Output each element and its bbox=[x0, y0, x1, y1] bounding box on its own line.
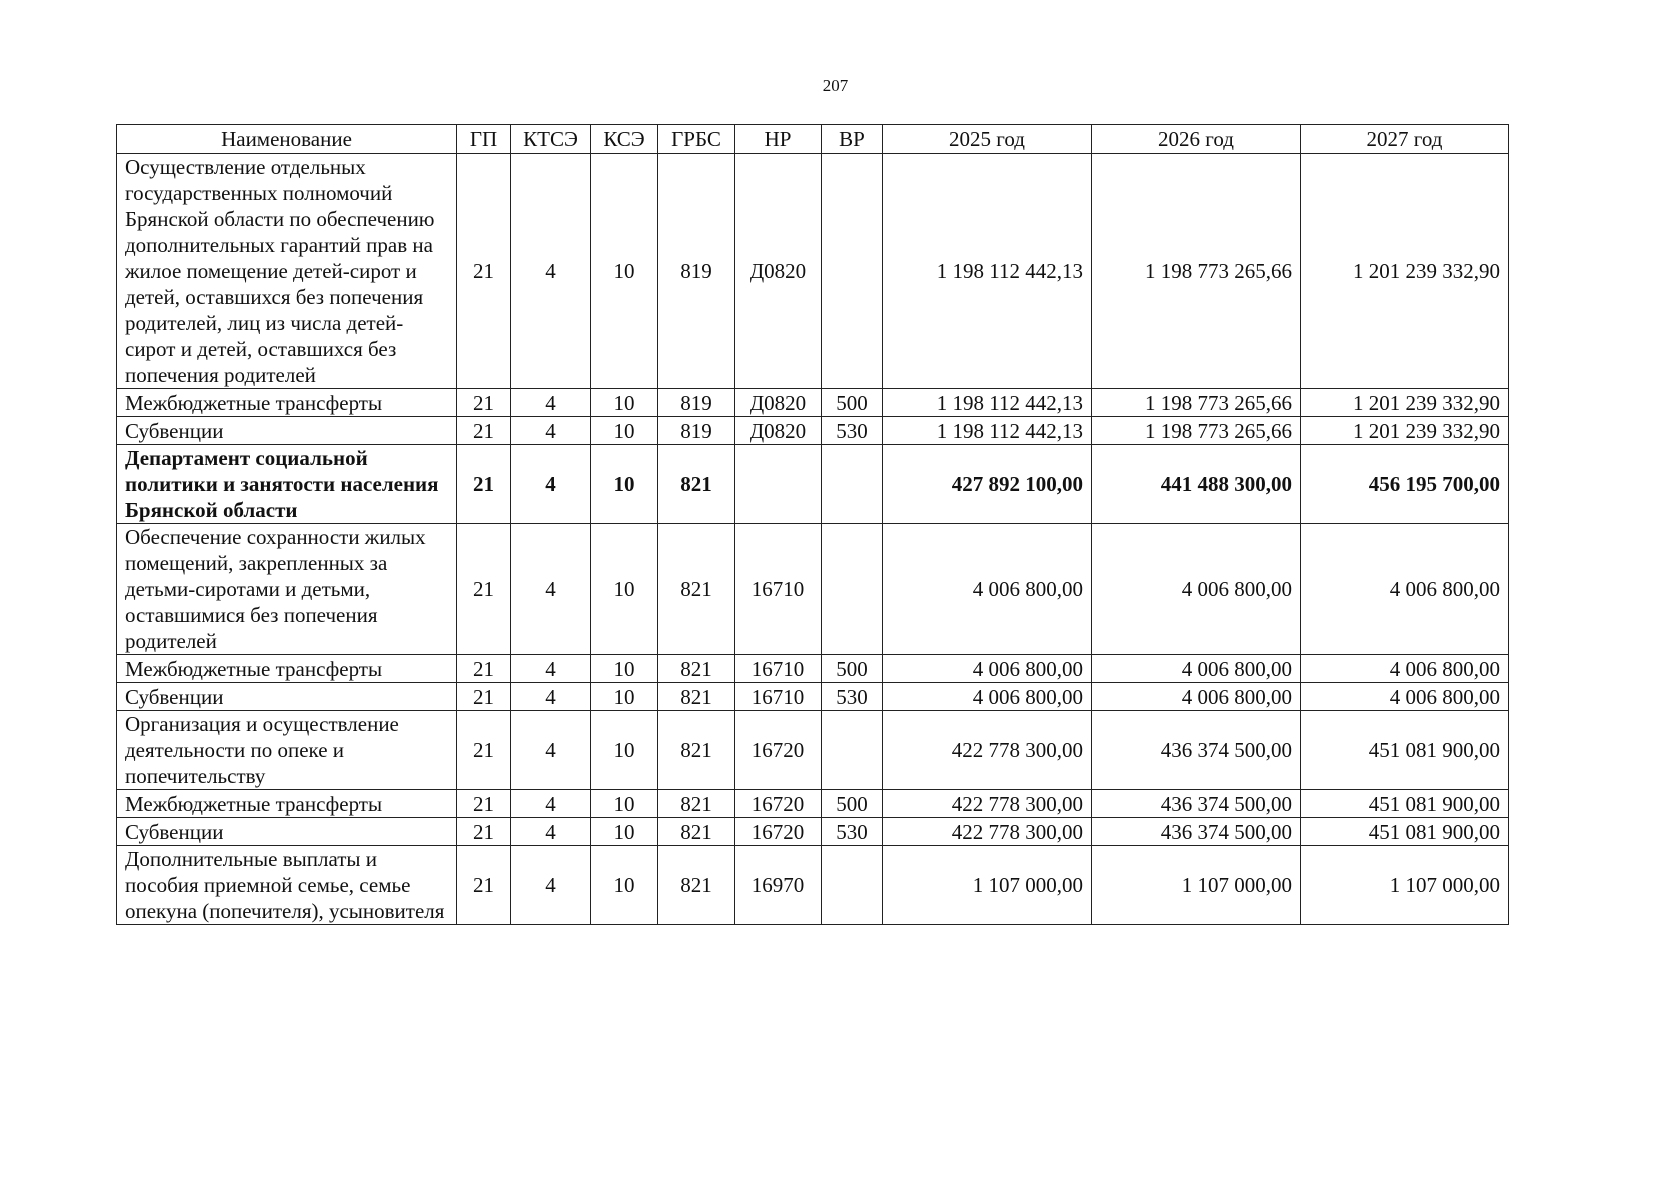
cell-nr bbox=[735, 445, 822, 524]
cell-name: Дополнительные выплаты и пособия приемной семье, семье опекуна (попечителя), усыновителя bbox=[117, 846, 457, 925]
cell-2027: 1 201 239 332,90 bbox=[1301, 417, 1509, 445]
table-row bbox=[117, 524, 1509, 655]
cell-nr: 16710 bbox=[735, 683, 822, 711]
cell-2026: 1 198 773 265,66 bbox=[1092, 154, 1301, 389]
table-row bbox=[117, 818, 1509, 846]
cell-grbs: 821 bbox=[658, 524, 735, 655]
header-kse: КСЭ bbox=[591, 125, 658, 154]
cell-gp: 21 bbox=[457, 524, 511, 655]
cell-2027: 456 195 700,00 bbox=[1301, 445, 1509, 524]
cell-2026: 4 006 800,00 bbox=[1092, 524, 1301, 655]
table-row bbox=[117, 846, 1509, 925]
header-grbs: ГРБС bbox=[658, 125, 735, 154]
cell-2026: 1 198 773 265,66 bbox=[1092, 417, 1301, 445]
cell-2025: 4 006 800,00 bbox=[883, 655, 1092, 683]
cell-vr bbox=[822, 524, 883, 655]
header-gp: ГП bbox=[457, 125, 511, 154]
header-2026: 2026 год bbox=[1092, 125, 1301, 154]
page-number: 207 bbox=[822, 76, 849, 95]
cell-gp: 21 bbox=[457, 154, 511, 389]
cell-grbs: 821 bbox=[658, 846, 735, 925]
cell-ktse: 4 bbox=[511, 683, 591, 711]
table-row bbox=[117, 389, 1509, 417]
cell-nr: 16710 bbox=[735, 655, 822, 683]
cell-2026: 436 374 500,00 bbox=[1092, 818, 1301, 846]
cell-2025: 1 107 000,00 bbox=[883, 846, 1092, 925]
cell-2025: 4 006 800,00 bbox=[883, 683, 1092, 711]
cell-name: Субвенции bbox=[117, 818, 457, 846]
cell-nr: 16720 bbox=[735, 790, 822, 818]
cell-nr: 16970 bbox=[735, 846, 822, 925]
cell-2026: 1 198 773 265,66 bbox=[1092, 389, 1301, 417]
cell-gp: 21 bbox=[457, 790, 511, 818]
cell-name: Субвенции bbox=[117, 683, 457, 711]
cell-nr: 16710 bbox=[735, 524, 822, 655]
cell-name: Организация и осуществление деятельности по опеке и попечительству bbox=[117, 711, 457, 790]
cell-grbs: 821 bbox=[658, 711, 735, 790]
cell-vr bbox=[822, 711, 883, 790]
cell-ktse: 4 bbox=[511, 711, 591, 790]
cell-ktse: 4 bbox=[511, 655, 591, 683]
cell-2026: 436 374 500,00 bbox=[1092, 790, 1301, 818]
cell-gp: 21 bbox=[457, 683, 511, 711]
cell-gp: 21 bbox=[457, 445, 511, 524]
table-header-row bbox=[117, 125, 1509, 154]
cell-ktse: 4 bbox=[511, 389, 591, 417]
cell-2027: 1 201 239 332,90 bbox=[1301, 389, 1509, 417]
table-row bbox=[117, 711, 1509, 790]
cell-2027: 1 201 239 332,90 bbox=[1301, 154, 1509, 389]
cell-kse: 10 bbox=[591, 655, 658, 683]
cell-grbs: 821 bbox=[658, 818, 735, 846]
cell-2025: 427 892 100,00 bbox=[883, 445, 1092, 524]
cell-2026: 436 374 500,00 bbox=[1092, 711, 1301, 790]
header-vr: ВР bbox=[822, 125, 883, 154]
cell-grbs: 821 bbox=[658, 655, 735, 683]
table-row bbox=[117, 790, 1509, 818]
cell-vr: 530 bbox=[822, 818, 883, 846]
cell-ktse: 4 bbox=[511, 445, 591, 524]
cell-kse: 10 bbox=[591, 683, 658, 711]
cell-2025: 422 778 300,00 bbox=[883, 711, 1092, 790]
cell-2026: 1 107 000,00 bbox=[1092, 846, 1301, 925]
budget-table bbox=[116, 124, 1509, 925]
cell-kse: 10 bbox=[591, 846, 658, 925]
cell-grbs: 821 bbox=[658, 445, 735, 524]
cell-vr: 530 bbox=[822, 683, 883, 711]
cell-gp: 21 bbox=[457, 846, 511, 925]
cell-kse: 10 bbox=[591, 445, 658, 524]
cell-grbs: 821 bbox=[658, 683, 735, 711]
cell-grbs: 819 bbox=[658, 154, 735, 389]
cell-ktse: 4 bbox=[511, 846, 591, 925]
cell-gp: 21 bbox=[457, 818, 511, 846]
cell-nr: Д0820 bbox=[735, 154, 822, 389]
cell-2027: 4 006 800,00 bbox=[1301, 683, 1509, 711]
header-name: Наименование bbox=[117, 125, 457, 154]
cell-name: Обеспечение сохранности жилых помещений, закрепленных за детьми-сиротами и детьми, оставшимися без попечения родителей bbox=[117, 524, 457, 655]
table-body bbox=[117, 154, 1509, 925]
cell-ktse: 4 bbox=[511, 524, 591, 655]
cell-2027: 1 107 000,00 bbox=[1301, 846, 1509, 925]
cell-name: Межбюджетные трансферты bbox=[117, 790, 457, 818]
cell-vr: 500 bbox=[822, 655, 883, 683]
cell-gp: 21 bbox=[457, 417, 511, 445]
cell-2027: 451 081 900,00 bbox=[1301, 711, 1509, 790]
cell-2025: 1 198 112 442,13 bbox=[883, 154, 1092, 389]
cell-kse: 10 bbox=[591, 524, 658, 655]
cell-name: Межбюджетные трансферты bbox=[117, 389, 457, 417]
table-row bbox=[117, 683, 1509, 711]
cell-name: Департамент социальной политики и занятости населения Брянской области bbox=[117, 445, 457, 524]
cell-2025: 422 778 300,00 bbox=[883, 818, 1092, 846]
cell-2025: 422 778 300,00 bbox=[883, 790, 1092, 818]
cell-2027: 451 081 900,00 bbox=[1301, 818, 1509, 846]
cell-grbs: 821 bbox=[658, 790, 735, 818]
cell-nr: 16720 bbox=[735, 818, 822, 846]
cell-vr bbox=[822, 154, 883, 389]
table-row bbox=[117, 655, 1509, 683]
cell-vr: 500 bbox=[822, 389, 883, 417]
cell-vr: 530 bbox=[822, 417, 883, 445]
cell-nr: Д0820 bbox=[735, 389, 822, 417]
cell-name: Субвенции bbox=[117, 417, 457, 445]
cell-kse: 10 bbox=[591, 790, 658, 818]
table-row bbox=[117, 417, 1509, 445]
cell-ktse: 4 bbox=[511, 154, 591, 389]
cell-2026: 4 006 800,00 bbox=[1092, 683, 1301, 711]
cell-vr bbox=[822, 445, 883, 524]
header-nr: НР bbox=[735, 125, 822, 154]
cell-gp: 21 bbox=[457, 389, 511, 417]
cell-kse: 10 bbox=[591, 154, 658, 389]
cell-kse: 10 bbox=[591, 818, 658, 846]
header-2027: 2027 год bbox=[1301, 125, 1509, 154]
cell-2026: 441 488 300,00 bbox=[1092, 445, 1301, 524]
cell-ktse: 4 bbox=[511, 818, 591, 846]
cell-name: Межбюджетные трансферты bbox=[117, 655, 457, 683]
cell-ktse: 4 bbox=[511, 417, 591, 445]
table-row bbox=[117, 445, 1509, 524]
cell-2025: 1 198 112 442,13 bbox=[883, 389, 1092, 417]
cell-2025: 4 006 800,00 bbox=[883, 524, 1092, 655]
cell-vr bbox=[822, 846, 883, 925]
cell-gp: 21 bbox=[457, 655, 511, 683]
cell-2025: 1 198 112 442,13 bbox=[883, 417, 1092, 445]
header-2025: 2025 год bbox=[883, 125, 1092, 154]
cell-2027: 4 006 800,00 bbox=[1301, 524, 1509, 655]
cell-kse: 10 bbox=[591, 711, 658, 790]
cell-2026: 4 006 800,00 bbox=[1092, 655, 1301, 683]
cell-kse: 10 bbox=[591, 389, 658, 417]
cell-gp: 21 bbox=[457, 711, 511, 790]
cell-nr: Д0820 bbox=[735, 417, 822, 445]
cell-ktse: 4 bbox=[511, 790, 591, 818]
cell-grbs: 819 bbox=[658, 389, 735, 417]
cell-2027: 451 081 900,00 bbox=[1301, 790, 1509, 818]
cell-name: Осуществление отдельных государственных полномочий Брянской области по обеспечению дополнительных гарантий прав на жилое помещение детей-сирот и детей, оставшихся без попечения родителей, лиц из числа детей-сирот и детей, оставшихся без попечения родителей bbox=[117, 154, 457, 389]
cell-nr: 16720 bbox=[735, 711, 822, 790]
cell-2027: 4 006 800,00 bbox=[1301, 655, 1509, 683]
table-row bbox=[117, 154, 1509, 389]
header-ktse: КТСЭ bbox=[511, 125, 591, 154]
cell-grbs: 819 bbox=[658, 417, 735, 445]
cell-vr: 500 bbox=[822, 790, 883, 818]
cell-kse: 10 bbox=[591, 417, 658, 445]
